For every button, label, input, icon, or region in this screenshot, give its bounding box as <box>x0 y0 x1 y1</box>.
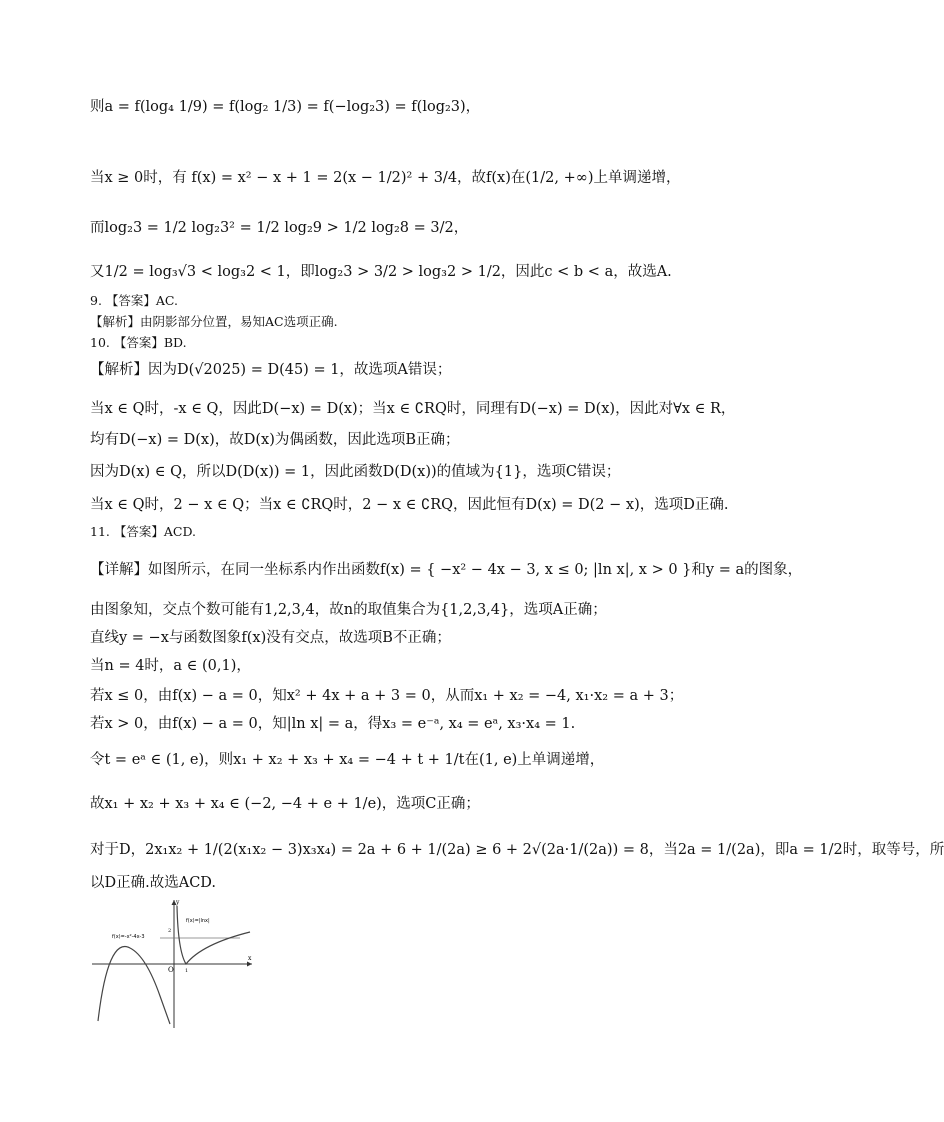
x-axis-arrow <box>247 962 252 967</box>
x-axis-label: x <box>248 955 252 962</box>
line-11-4: 当n = 4时，a ∈ (0,1)， <box>90 658 251 674</box>
line-10-4: 因为D(x) ∈ Q，所以D(D(x)) = 1，因此函数D(D(x))的值域为{1}，选项C错误； <box>90 464 621 480</box>
answer-10: 10. 【答案】BD. <box>90 335 187 350</box>
y-axis-label: y <box>176 899 180 906</box>
left-curve-label: f(x)=-x²-4x-3 <box>112 934 145 940</box>
function-graph <box>90 896 260 1032</box>
line-11-7: 令t = eᵃ ∈ (1, e)，则x₁ + x₂ + x₃ + x₄ = −4 + t + 1/t在(1, e)上单调递增， <box>90 752 605 768</box>
answer-11: 11. 【答案】ACD. <box>90 524 196 539</box>
origin-label: O <box>168 966 174 974</box>
line-1: 则a = f(log₄ 1/9) = f(log₂ 1/3) = f(−log₂3) = f(log₂3)， <box>90 99 481 115</box>
line-11-6: 若x > 0，由f(x) − a = 0，知|ln x| = a，得x₃ = e⁻ᵃ, x₄ = eᵃ, x₃·x₄ = 1. <box>90 716 576 732</box>
line-3: 而log₂3 = 1/2 log₂3² = 1/2 log₂9 > 1/2 log₂8 = 3/2， <box>90 220 469 236</box>
abs-ln-curve <box>177 906 250 964</box>
line-11-10: 以D正确.故选ACD. <box>90 875 217 891</box>
parabola-curve <box>98 947 170 1024</box>
line-4: 又1/2 = log₃√3 < log₃2 < 1，即log₂3 > 3/2 > log₃2 > 1/2，因此c < b < a，故选A. <box>90 264 672 280</box>
line-11-8: 故x₁ + x₂ + x₃ + x₄ ∈ (−2, −4 + e + 1/e)，选项C正确； <box>90 796 480 812</box>
detail-11: 【详解】如图所示，在同一坐标系内作出函数f(x) = { −x² − 4x − 3, x ≤ 0; |ln x|, x > 0 }和y = a的图象， <box>90 562 803 578</box>
line-11-3: 直线y = −x与函数图象f(x)没有交点，故选项B不正确； <box>90 630 451 646</box>
line-2: 当x ≥ 0时，有 f(x) = x² − x + 1 = 2(x − 1/2)² + 3/4，故f(x)在(1/2, +∞)上单调递增， <box>90 170 681 186</box>
right-curve-label: f(x)=|lnx| <box>186 918 210 924</box>
line-10-5: 当x ∈ Q时，2 − x ∈ Q；当x ∈ ∁RQ时，2 − x ∈ ∁RQ，因此恒有D(x) = D(2 − x)，选项D正确. <box>90 497 729 513</box>
line-11-2: 由图象知，交点个数可能有1,2,3,4，故n的取值集合为{1,2,3,4}，选项A正确； <box>90 602 607 618</box>
line-10-2: 当x ∈ Q时，-x ∈ Q，因此D(−x) = D(x)；当x ∈ ∁RQ时，同理有D(−x) = D(x)，因此对∀x ∈ R， <box>90 401 736 417</box>
analysis-9: 【解析】由阴影部分位置，易知AC选项正确. <box>90 314 338 329</box>
tick-1-label: 1 <box>185 968 189 974</box>
answer-9: 9. 【答案】AC. <box>90 293 179 308</box>
analysis-10: 【解析】因为D(√2025) = D(45) = 1，故选项A错误； <box>90 362 452 378</box>
line-11-5: 若x ≤ 0，由f(x) − a = 0，知x² + 4x + a + 3 = 0，从而x₁ + x₂ = −4, x₁·x₂ = a + 3； <box>90 688 684 704</box>
line-10-3: 均有D(−x) = D(x)，故D(x)为偶函数，因此选项B正确； <box>90 432 460 448</box>
tick-2-label: 2 <box>168 928 172 934</box>
line-11-9: 对于D，2x₁x₂ + 1/(2(x₁x₂ − 3)x₃x₄) = 2a + 6 + 1/(2a) ≥ 6 + 2√(2a·1/(2a)) = 8，当2a = 1/(2a)，即a = 1/2时，取等号，所 <box>90 842 944 858</box>
